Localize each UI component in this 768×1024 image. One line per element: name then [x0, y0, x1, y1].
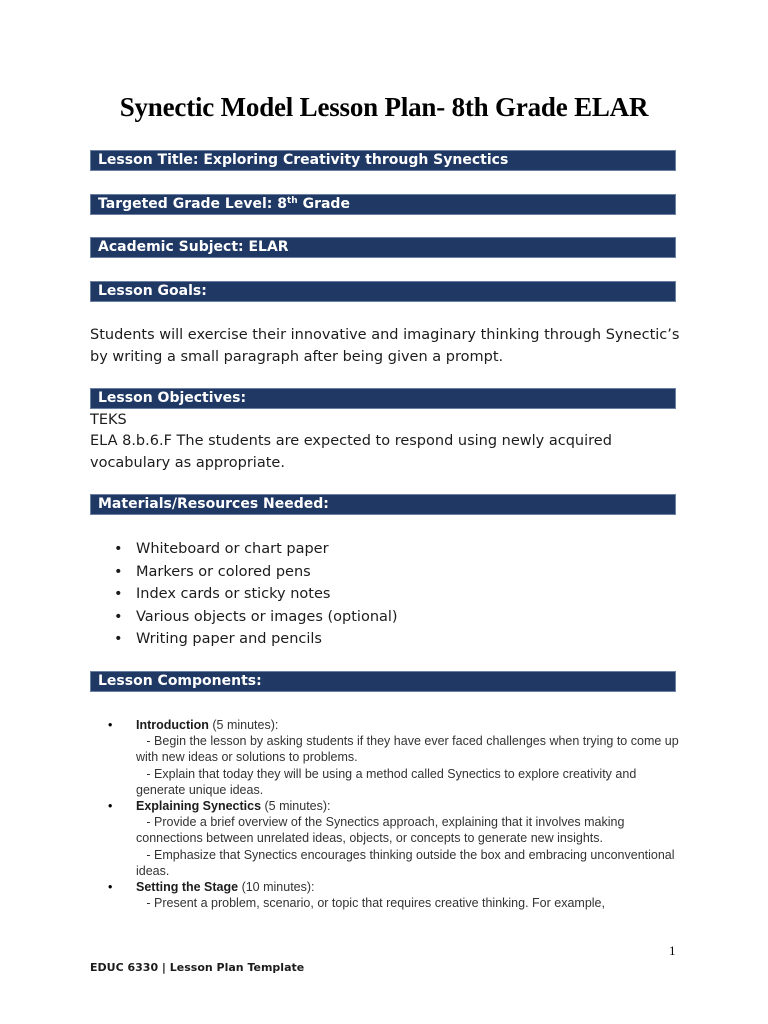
bullet-icon: •	[108, 880, 113, 895]
list-item-text: Index cards or sticky notes	[136, 586, 331, 603]
grade-superscript: th	[286, 196, 298, 206]
list-item-text: Markers or colored pens	[136, 563, 311, 580]
list-item	[90, 538, 398, 561]
subject-heading	[90, 237, 676, 258]
bullet-icon: •	[114, 608, 123, 625]
component-duration: (5 minutes):	[208, 718, 279, 732]
bullet-icon: •	[114, 631, 123, 648]
list-item	[90, 583, 398, 606]
lesson-title-heading	[90, 150, 676, 171]
bullet-icon: •	[108, 799, 113, 814]
list-item-text: Various objects or images (optional)	[136, 608, 398, 625]
component-name: Introduction	[136, 718, 209, 732]
bullet-icon: •	[114, 563, 123, 580]
list-item-text: Whiteboard or chart paper	[136, 541, 329, 557]
page-number: 1	[669, 943, 676, 958]
subject-text: Academic Subject: ELAR	[98, 239, 289, 255]
components-list	[108, 717, 683, 911]
teks-label: TEKS	[90, 412, 127, 428]
component-detail: - Provide a brief overview of the Synectics approach, explaining that it involves making connections between unrelated ideas, objects, or concepts to generate new insights.	[136, 815, 628, 846]
component-name: Explaining Synectics	[136, 799, 262, 814]
materials-list	[90, 538, 398, 651]
list-item	[90, 606, 398, 629]
objectives-paragraph: ELA 8.b.6.F The students are expected to respond using newly acquired vocabulary as appropriate.	[90, 433, 612, 471]
list-item-text: Writing paper and pencils	[136, 631, 322, 648]
lesson-title-text: Lesson Title: Exploring Creativity through Synectics	[98, 152, 509, 168]
bullet-icon: •	[114, 586, 123, 603]
objectives-heading-text: Lesson Objectives:	[98, 390, 247, 406]
grade-level-text: Targeted Grade Level: 8	[98, 196, 287, 212]
objectives-heading	[90, 388, 676, 409]
bullet-icon: •	[114, 541, 123, 557]
bullet-icon: •	[108, 718, 113, 732]
goals-heading-text: Lesson Goals:	[98, 283, 207, 299]
page-footer: EDUC 6330 | Lesson Plan Template	[90, 961, 305, 974]
component-item	[108, 717, 683, 798]
grade-level-heading	[90, 194, 676, 215]
materials-heading	[90, 494, 676, 515]
grade-suffix-text: Grade	[297, 196, 350, 212]
component-item	[108, 879, 683, 911]
component-duration: (10 minutes):	[238, 880, 315, 895]
goals-paragraph: Students will exercise their innovative and imaginary thinking through Synectic’s by writing a small paragraph after being given a prompt.	[90, 327, 680, 365]
list-item	[90, 561, 398, 584]
goals-heading	[90, 281, 676, 302]
component-name: Setting the Stage	[136, 880, 239, 895]
component-detail: - Present a problem, scenario, or topic that requires creative thinking. For example,	[136, 896, 605, 911]
component-duration: (5 minutes):	[261, 799, 331, 814]
components-heading-text: Lesson Components:	[98, 673, 262, 689]
list-item	[90, 628, 398, 651]
component-detail: - Emphasize that Synectics encourages thinking outside the box and embracing unconventional ideas.	[136, 847, 679, 878]
component-detail: - Explain that today they will be using a method called Synectics to explore creativity and generate unique ideas.	[136, 766, 640, 797]
components-heading	[90, 671, 676, 692]
component-detail: - Begin the lesson by asking students if they have ever faced challenges when trying to come up with new ideas or solutions to problems.	[136, 734, 683, 765]
materials-heading-text: Materials/Resources Needed:	[98, 496, 329, 512]
page-title: Synectic Model Lesson Plan- 8th Grade ELAR	[119, 92, 649, 122]
component-item	[108, 798, 683, 879]
